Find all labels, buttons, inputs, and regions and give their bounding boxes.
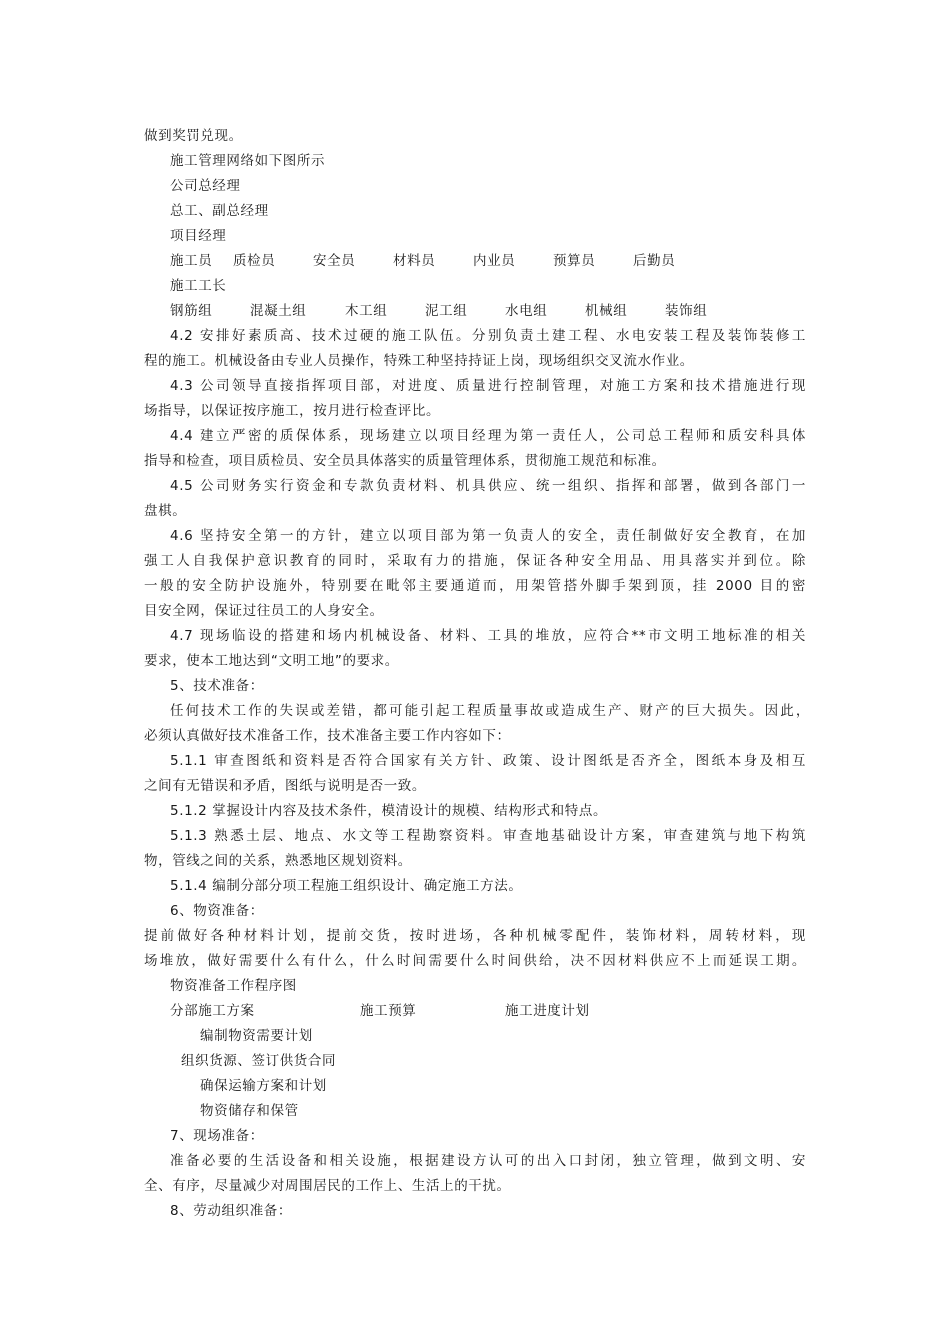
flow-node: 施工进度计划 [505, 1003, 590, 1019]
section-heading: 6、物资准备： [170, 903, 264, 919]
org-chart-node-chief-engineer: 总工、副总经理 [170, 203, 269, 219]
org-chart-node-project-manager: 项目经理 [170, 228, 227, 244]
work-team: 泥工组 [425, 303, 468, 319]
paragraph-line: 4.6 坚持安全第一的方针，建立以项目部为第一负责人的安全，责任制做好安全教育，在加 [170, 528, 806, 544]
paragraph-line: 5.1.1 审查图纸和资料是否符合国家有关方针、政策、设计图纸是否齐全，图纸本身及相互 [170, 753, 806, 769]
paragraph-line: 4.7 现场临设的搭建和场内机械设备、材料、工具的堆放，应符合**市文明工地标准的相关 [170, 628, 806, 644]
staff-role: 材料员 [393, 253, 436, 269]
paragraph-line: 要求，使本工地达到“文明工地”的要求。 [144, 653, 399, 669]
paragraph-line: 5.1.4 编制分部分项工程施工组织设计、确定施工方法。 [170, 878, 523, 894]
paragraph-line: 之间有无错误和矛盾，图纸与说明是否一致。 [144, 778, 426, 794]
paragraph-line: 4.3 公司领导直接指挥项目部，对进度、质量进行控制管理，对施工方案和技术措施进行现 [170, 378, 806, 394]
work-team: 混凝土组 [250, 303, 307, 319]
flow-node: 确保运输方案和计划 [200, 1078, 327, 1094]
org-chart-node-foreman: 施工工长 [170, 278, 227, 294]
paragraph-line: 物，管线之间的关系，熟悉地区规划资料。 [144, 853, 412, 869]
staff-role: 质检员 [233, 253, 276, 269]
paragraph-line: 5.1.3 熟悉土层、地点、水文等工程勘察资料。审查地基础设计方案，审查建筑与地下构筑 [170, 828, 806, 844]
paragraph-line: 任何技术工作的失误或差错，都可能引起工程质量事故或造成生产、财产的巨大损失。因此， [170, 703, 810, 719]
work-team: 水电组 [505, 303, 548, 319]
work-team: 钢筋组 [170, 303, 213, 319]
paragraph-line: 做到奖罚兑现。 [144, 128, 243, 144]
section-heading: 8、劳动组织准备： [170, 1203, 292, 1219]
paragraph-line: 准备必要的生活设备和相关设施，根据建设方认可的出入口封闭，独立管理，做到文明、安 [170, 1153, 806, 1169]
section-heading: 7、现场准备： [170, 1128, 264, 1144]
paragraph-line: 5.1.2 掌握设计内容及技术条件，模清设计的规模、结构形式和特点。 [170, 803, 608, 819]
flow-node: 分部施工方案 [170, 1003, 255, 1019]
paragraph-line: 盘棋。 [144, 503, 187, 519]
org-chart-node-general-manager: 公司总经理 [170, 178, 241, 194]
staff-role: 内业员 [473, 253, 516, 269]
section-heading: 5、技术准备： [170, 678, 264, 694]
paragraph-line: 一般的安全防护设施外，特别要在毗邻主要通道而，用架管搭外脚手架到顶，挂 2000 目的密 [144, 578, 806, 594]
flow-node: 组织货源、签订供货合同 [181, 1053, 337, 1069]
paragraph-line: 全、有序，尽量减少对周围居民的工作上、生活上的干扰。 [144, 1178, 511, 1194]
paragraph-line: 指导和检查，项目质检员、安全员具体落实的质量管理体系，贯彻施工规范和标准。 [144, 453, 666, 469]
work-team: 装饰组 [665, 303, 708, 319]
paragraph-line: 场指导，以保证按序施工，按月进行检查评比。 [144, 403, 441, 419]
flow-node: 编制物资需要计划 [200, 1028, 313, 1044]
paragraph-line: 提前做好各种材料计划，提前交货，按时进场，各种机械零配件，装饰材料，周转材料，现 [144, 928, 806, 944]
paragraph-line: 4.4 建立严密的质保体系，现场建立以项目经理为第一责任人，公司总工程师和质安科具体 [170, 428, 806, 444]
paragraph-line: 施工管理网络如下图所示 [170, 153, 326, 169]
work-team: 木工组 [345, 303, 388, 319]
staff-role: 后勤员 [633, 253, 676, 269]
work-team: 机械组 [585, 303, 628, 319]
material-flow-top-row [0, 1002, 950, 1020]
org-chart-staff-roles [0, 252, 950, 270]
org-chart-work-teams [0, 302, 950, 320]
paragraph-line: 4.2 安排好素质高、技术过硬的施工队伍。分别负责土建工程、水电安装工程及装饰装修工 [170, 328, 806, 344]
flow-node: 物资储存和保管 [200, 1103, 299, 1119]
flow-chart-title: 物资准备工作程序图 [170, 978, 297, 994]
flow-node: 施工预算 [360, 1003, 417, 1019]
paragraph-line: 必须认真做好技术准备工作，技术准备主要工作内容如下： [144, 728, 511, 744]
staff-role: 施工员 [170, 253, 213, 269]
staff-role: 预算员 [553, 253, 596, 269]
paragraph-line: 4.5 公司财务实行资金和专款负责材料、机具供应、统一组织、指挥和部署，做到各部门一 [170, 478, 806, 494]
paragraph-line: 场堆放，做好需要什么有什么，什么时间需要什么时间供给，决不因材料供应不上而延误工期。 [144, 953, 806, 969]
staff-role: 安全员 [313, 253, 356, 269]
paragraph-line: 目安全网，保证过往员工的人身安全。 [144, 603, 384, 619]
paragraph-line: 强工人自我保护意识教育的同时，采取有力的措施，保证各种安全用品、用具落实并到位。除 [144, 553, 806, 569]
paragraph-line: 程的施工。机械设备由专业人员操作，特殊工种坚持持证上岗，现场组织交叉流水作业。 [144, 353, 694, 369]
